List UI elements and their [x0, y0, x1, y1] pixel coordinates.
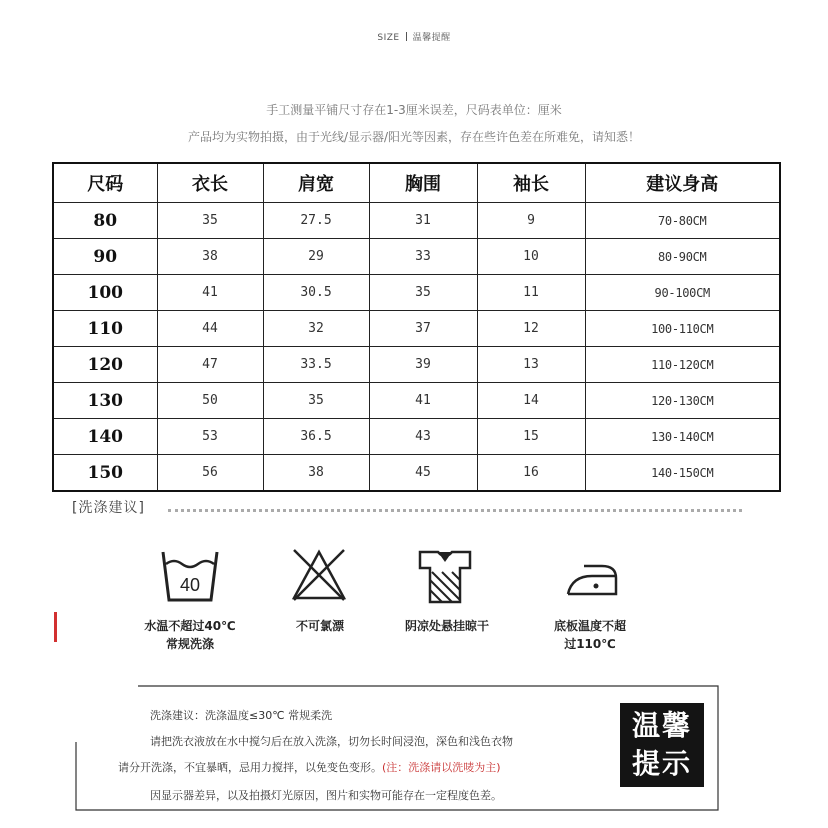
table-row: [53, 455, 780, 492]
iron-icon: [562, 560, 622, 600]
wash-40-icon: [161, 548, 219, 604]
tips-badge-line1: 温馨: [631, 709, 692, 742]
header-title: 温馨提醒: [412, 33, 451, 43]
care-label-dry: [392, 617, 502, 635]
tips-line-3-text: 请分开洗涤，不宜暴晒，忌用力搅拌，以免变色变形。: [118, 761, 382, 774]
care-label-wash-line1: 水温不超过40℃: [144, 619, 236, 633]
col-header-length: 衣长: [157, 163, 263, 203]
care-label-wash: [130, 617, 250, 653]
cell-height: 120-130CM: [585, 383, 780, 419]
cell-height: 110-120CM: [585, 347, 780, 383]
cell-length: 38: [157, 239, 263, 275]
cell-shoulder: 33.5: [263, 347, 369, 383]
wash-section-title: [洗涤建议]: [72, 500, 145, 516]
cell-height: 100-110CM: [585, 311, 780, 347]
cell-chest: 33: [369, 239, 477, 275]
table-row: [53, 311, 780, 347]
cell-shoulder: 38: [263, 455, 369, 492]
table-row: [53, 239, 780, 275]
cell-size: 90: [53, 239, 157, 275]
care-label-bleach-line1: 不可氯漂: [295, 619, 344, 633]
color-note: 产品均为实物拍摄，由于光线/显示器/阳光等因素，存在些许色差在所难免，请知悉！: [187, 130, 641, 144]
table-row: [53, 203, 780, 239]
cell-sleeve: 9: [477, 203, 585, 239]
cell-shoulder: 27.5: [263, 203, 369, 239]
cell-length: 44: [157, 311, 263, 347]
care-label-iron-line1: 底板温度不超: [553, 619, 626, 633]
tips-line-3-note: (注：洗涤请以洗唛为主): [382, 761, 501, 774]
tips-line-1: 洗涤建议：洗涤温度≤30℃ 常规柔洗: [150, 709, 333, 722]
table-row: [53, 347, 780, 383]
col-header-height: 建议身高: [585, 163, 780, 203]
cell-sleeve: 10: [477, 239, 585, 275]
wash-temp-text: 40: [179, 575, 201, 595]
cell-chest: 37: [369, 311, 477, 347]
cell-chest: 45: [369, 455, 477, 492]
cell-chest: 35: [369, 275, 477, 311]
cell-size: 140: [53, 419, 157, 455]
col-header-sleeve: 袖长: [477, 163, 585, 203]
care-label-dry-line1: 阴凉处悬挂晾干: [404, 619, 489, 633]
header-divider: [406, 32, 407, 41]
size-table: [52, 162, 781, 492]
cell-size: 100: [53, 275, 157, 311]
cell-shoulder: 29: [263, 239, 369, 275]
cell-sleeve: 12: [477, 311, 585, 347]
dotted-divider: [168, 509, 742, 512]
cell-length: 47: [157, 347, 263, 383]
cell-height: 140-150CM: [585, 455, 780, 492]
care-label-iron: [535, 617, 645, 653]
cell-shoulder: 35: [263, 383, 369, 419]
cell-sleeve: 13: [477, 347, 585, 383]
col-header-chest: 胸围: [369, 163, 477, 203]
cell-height: 130-140CM: [585, 419, 780, 455]
cell-size: 80: [53, 203, 157, 239]
no-bleach-icon: [290, 546, 348, 604]
tips-line-3: [118, 759, 501, 775]
shade-hang-dry-icon: [416, 548, 474, 606]
tips-badge: [620, 703, 704, 787]
cell-shoulder: 32: [263, 311, 369, 347]
care-label-iron-line2: 过110℃: [564, 637, 616, 651]
table-row: [53, 275, 780, 311]
cell-shoulder: 30.5: [263, 275, 369, 311]
cell-height: 70-80CM: [585, 203, 780, 239]
care-label-wash-line2: 常规洗涤: [165, 637, 214, 651]
table-body: [53, 203, 780, 492]
tips-line-4: 因显示器差异，以及拍摄灯光原因，图片和实物可能存在一定程度色差。: [150, 789, 502, 802]
table-row: [53, 383, 780, 419]
size-label: SIZE: [377, 33, 400, 43]
care-label-bleach: [270, 617, 370, 635]
cell-size: 130: [53, 383, 157, 419]
table-row: [53, 419, 780, 455]
cell-size: 110: [53, 311, 157, 347]
cell-height: 90-100CM: [585, 275, 780, 311]
cell-sleeve: 15: [477, 419, 585, 455]
cell-length: 41: [157, 275, 263, 311]
cell-size: 150: [53, 455, 157, 492]
tips-badge-line2: 提示: [631, 747, 692, 780]
cell-length: 56: [157, 455, 263, 492]
cell-height: 80-90CM: [585, 239, 780, 275]
cell-chest: 31: [369, 203, 477, 239]
cell-sleeve: 11: [477, 275, 585, 311]
col-header-size: 尺码: [53, 163, 157, 203]
size-header: [0, 30, 828, 43]
cell-length: 35: [157, 203, 263, 239]
cell-length: 53: [157, 419, 263, 455]
cell-size: 120: [53, 347, 157, 383]
cell-sleeve: 14: [477, 383, 585, 419]
tips-line-2: 请把洗衣液放在水中搅匀后在放入洗涤，切勿长时间浸泡，深色和浅色衣物: [150, 735, 513, 748]
cell-length: 50: [157, 383, 263, 419]
cell-chest: 43: [369, 419, 477, 455]
cell-chest: 39: [369, 347, 477, 383]
edge-mark: [54, 612, 57, 642]
cell-sleeve: 16: [477, 455, 585, 492]
cell-chest: 41: [369, 383, 477, 419]
col-header-shoulder: 肩宽: [263, 163, 369, 203]
table-header-row: [53, 163, 780, 203]
measurement-note: 手工测量平铺尺寸存在1-3厘米误差，尺码表单位：厘米: [266, 103, 562, 117]
cell-shoulder: 36.5: [263, 419, 369, 455]
